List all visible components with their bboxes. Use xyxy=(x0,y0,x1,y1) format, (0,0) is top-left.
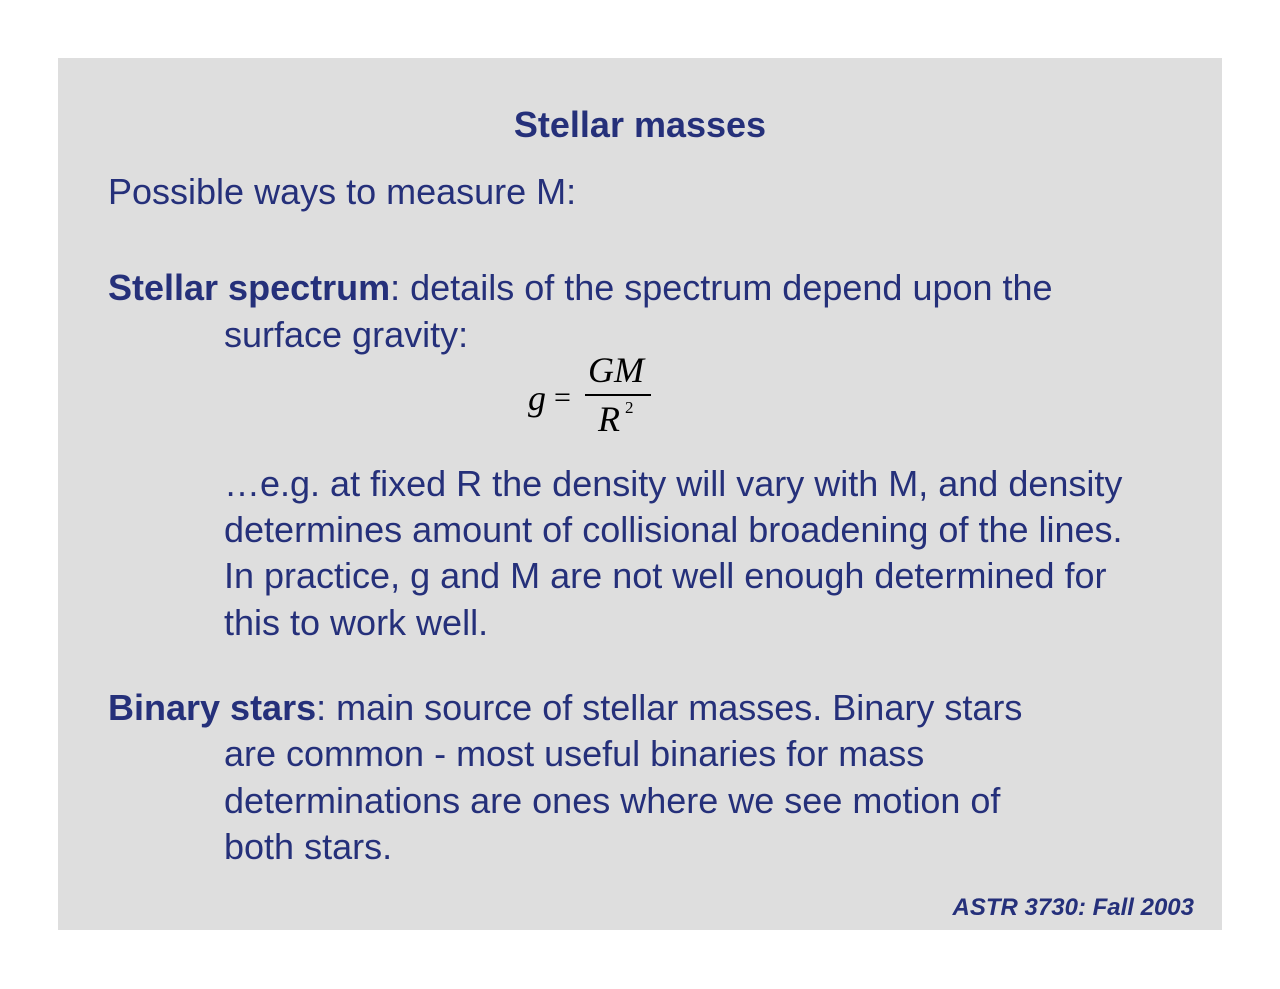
spectrum-term: Stellar spectrum xyxy=(108,267,391,308)
spectrum-note-line: In practice, g and M are not well enough determined for xyxy=(224,555,1107,596)
binary-definition-line xyxy=(108,687,1022,729)
formula-numerator: GM xyxy=(588,350,644,390)
spectrum-note-line: …e.g. at fixed R the density will vary with M, and density xyxy=(224,463,1123,504)
spectrum-note-line: this to work well. xyxy=(224,602,489,643)
surface-gravity-formula xyxy=(528,352,658,442)
course-footer: ASTR 3730: Fall 2003 xyxy=(952,894,1194,921)
binary-definition-continued: determinations are ones where we see motion of xyxy=(224,780,1001,821)
spectrum-note-line: determines amount of collisional broadening of the lines. xyxy=(224,509,1123,550)
intro-text: Possible ways to measure M: xyxy=(108,171,577,212)
formula-equals: = xyxy=(554,381,571,414)
binary-term: Binary stars xyxy=(108,687,317,728)
slide-title: Stellar masses xyxy=(513,104,767,145)
spectrum-definition-continued: surface gravity: xyxy=(224,314,469,355)
binary-definition-continued: both stars. xyxy=(224,826,393,867)
spectrum-definition: : details of the spectrum depend upon the xyxy=(390,267,1053,308)
slide xyxy=(58,58,1222,930)
formula-lhs: g xyxy=(528,378,546,418)
fraction-bar xyxy=(585,394,651,396)
spectrum-definition-line xyxy=(108,267,1053,309)
binary-definition-continued: are common - most useful binaries for mass xyxy=(224,733,925,774)
formula-denominator: R xyxy=(598,399,620,439)
formula-exponent: 2 xyxy=(625,398,634,417)
binary-definition: : main source of stellar masses. Binary stars xyxy=(316,687,1023,728)
